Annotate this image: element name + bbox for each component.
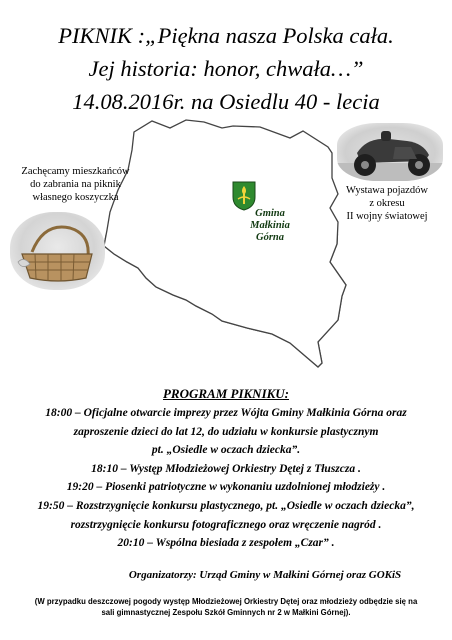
program-line: 20:10 – Wspólna biesiada z zespołem „Czar” . xyxy=(117,537,335,549)
basket-caption-line: Zachęcamy mieszkańców xyxy=(21,166,130,177)
vehicles-caption xyxy=(323,184,451,223)
program-line: zaproszenie dzieci do lat 12, do udziału w konkursie plastycznym xyxy=(73,426,379,438)
title-line-2: Jej historia: honor, chwała…” xyxy=(88,56,364,81)
organizers: Organizatorzy: Urząd Gminy w Małkini Górnej oraz GOKiS xyxy=(128,569,402,581)
program-line: rozstrzygnięcie konkursu fotograficznego oraz wręczenie nagród . xyxy=(70,519,382,531)
vehicles-caption-line: z okresu xyxy=(369,198,405,209)
program-heading: PROGRAM PIKNIKU: xyxy=(162,386,290,401)
vehicles-caption-line: II wojny światowej xyxy=(346,211,428,222)
military-motorcycle-photo xyxy=(337,123,443,181)
basket-icon xyxy=(10,212,105,290)
program-line: 18:10 – Występ Młodzieżowej Orkiestry Dętej z Tłuszcza . xyxy=(91,463,361,475)
basket-photo xyxy=(10,212,105,290)
municipality-label-line: Gmina xyxy=(255,208,285,219)
basket-caption-line: do zabrania na piknik xyxy=(30,179,121,190)
basket-caption xyxy=(8,165,143,204)
weather-note-line: sali gimnastycznej Zespołu Szkół Gminnych nr 2 w Małkini Górnej). xyxy=(101,608,351,617)
weather-note-line: (W przypadku deszczowej pogody występ Młodzieżowej Orkiestry Dętej oraz młodzieży odbędzie się na xyxy=(34,597,418,606)
municipality-label-line: Małkinia Górna xyxy=(250,220,290,243)
program-line: 18:00 – Oficjalne otwarcie imprezy przez Wójta Gminy Małkinia Górna oraz xyxy=(45,407,407,419)
title-line-1: PIKNIK :„Piękna nasza Polska cała. xyxy=(58,23,394,48)
program-line: 19:50 – Rozstrzygnięcie konkursu plastycznego, pt. „Osiedle w oczach dziecka”, xyxy=(37,500,415,512)
motorcycle-icon xyxy=(337,123,443,181)
program-line: 19:20 – Piosenki patriotyczne w wykonaniu uzdolnionej młodzieży . xyxy=(66,481,386,493)
vehicles-caption-line: Wystawa pojazdów xyxy=(346,185,428,196)
program-line: pt. „Osiedle w oczach dziecka”. xyxy=(151,444,301,456)
coat-of-arms-icon xyxy=(232,181,256,211)
basket-caption-line: własnego koszyczka xyxy=(32,192,119,203)
municipality-label xyxy=(235,208,305,244)
title-date-location: 14.08.2016r. na Osiedlu 40 - lecia xyxy=(72,89,380,114)
